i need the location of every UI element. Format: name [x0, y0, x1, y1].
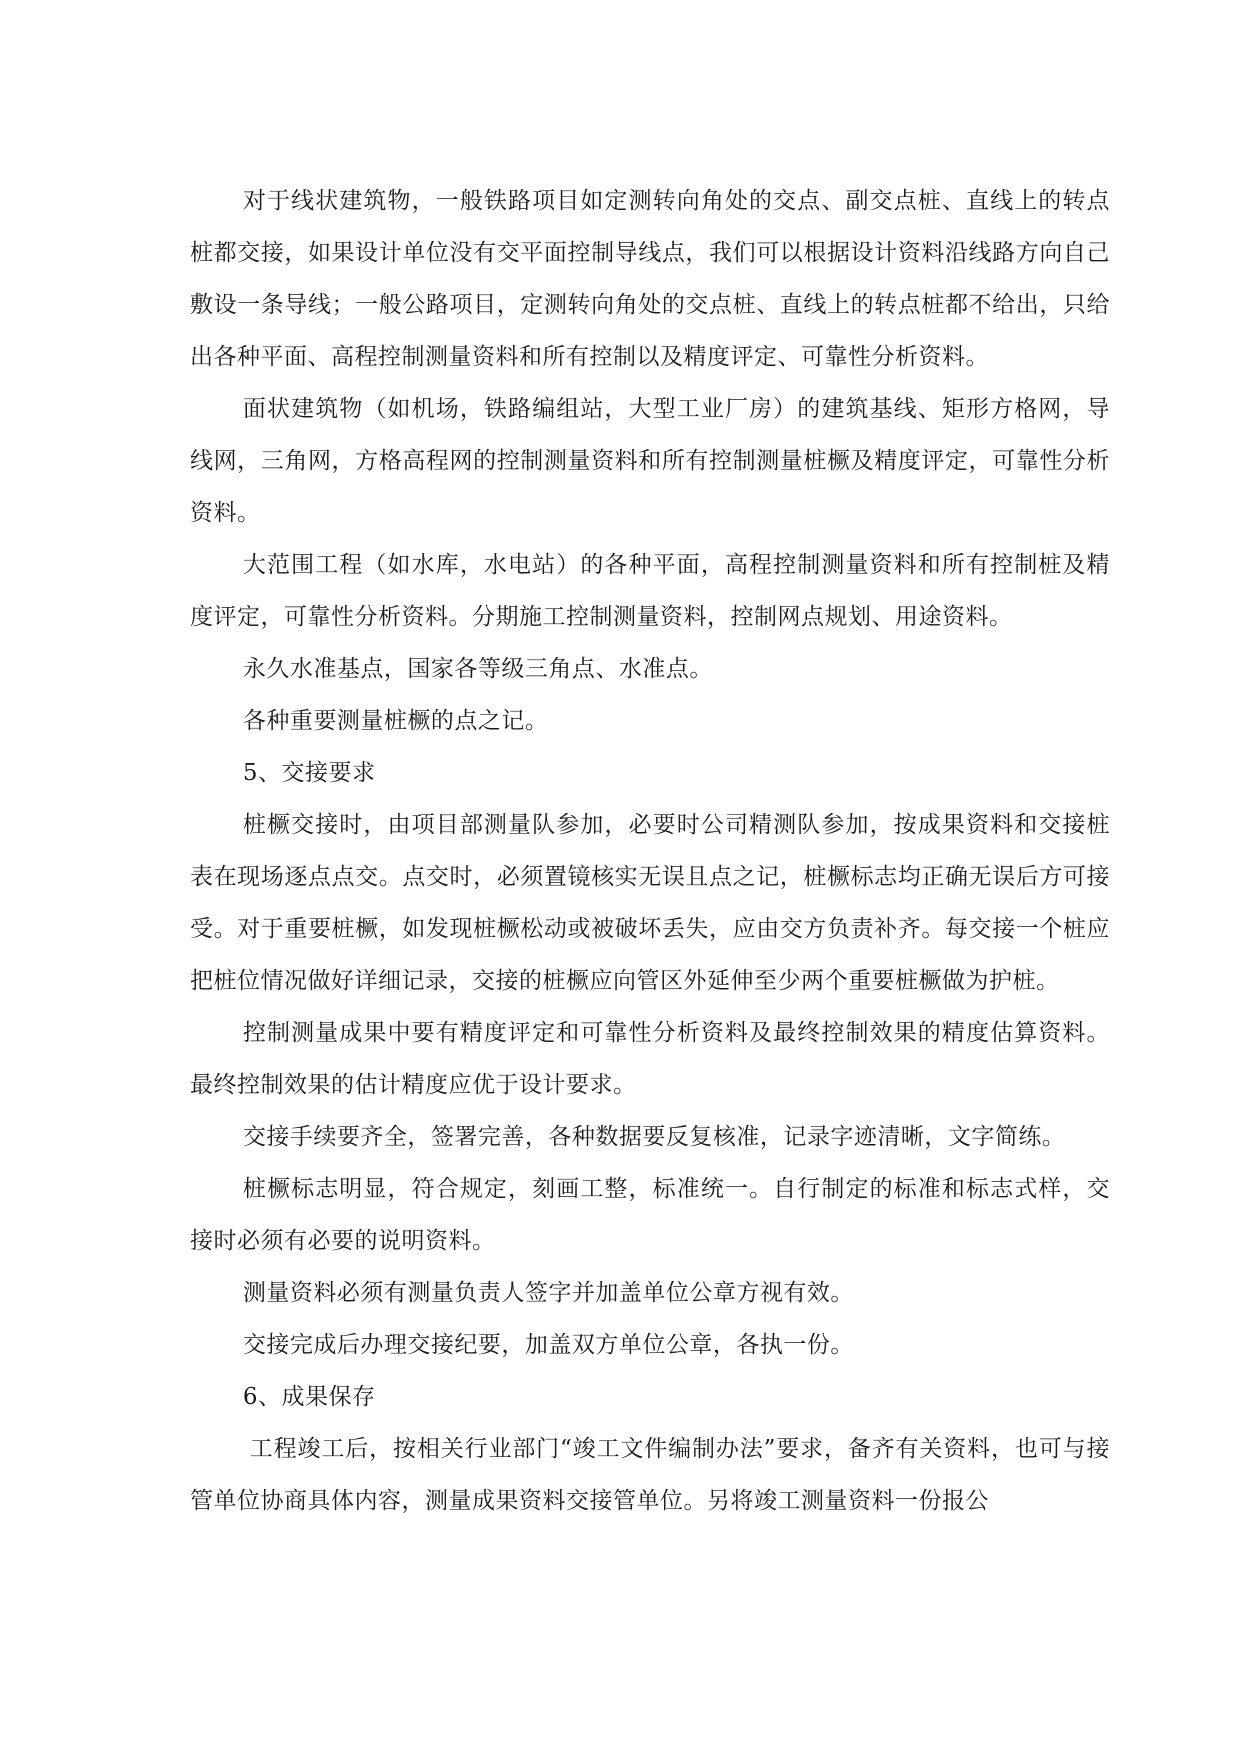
- paragraph-point-records: 各种重要测量桩橛的点之记。: [242, 708, 549, 734]
- paragraph-handover-procedures: 交接手续要齐全，签署完善，各种数据要反复核准，记录字迹清晰，文字简练。: [242, 1124, 1066, 1150]
- paragraph-stake-markings: 桩橛标志明显，符合规定，刻画工整，标准统一。自行制定的标准和标志式样，交接时必须有必要的说明资料。: [190, 1176, 1110, 1254]
- document-body: [190, 175, 1110, 1527]
- section-heading-handover-requirements: 5、交接要求: [242, 760, 376, 786]
- paragraph-area-structures: 面状建筑物（如机场，铁路编组站，大型工业厂房）的建筑基线、矩形方格网，导线网，三角网，方格高程网的控制测量资料和所有控制测量桩橛及精度评定，可靠性分析资料。: [190, 396, 1110, 526]
- paragraph-signature-validity: 测量资料必须有测量负责人签字并加盖单位公章方视有效。: [242, 1280, 854, 1306]
- paragraph-linear-structures: 对于线状建筑物，一般铁路项目如定测转向角处的交点、副交点桩、直线上的转点桩都交接，如果设计单位没有交平面控制导线点，我们可以根据设计资料沿线路方向自己敷设一条导线；一般公路项目，定测转向角处的交点桩、直线上的转点桩都不给出，只给出各种平面、高程控制测量资料和所有控制以及精度评定、可靠性分析资料。: [190, 188, 1110, 370]
- paragraph-completion-archive: 工程竣工后，按相关行业部门“竣工文件编制办法”要求，备齐有关资料，也可与接管单位协商具体内容，测量成果资料交接管单位。另将竣工测量资料一份报公: [190, 1436, 1110, 1514]
- paragraph-control-survey-results: 控制测量成果中要有精度评定和可靠性分析资料及最终控制效果的精度估算资料。最终控制效果的估计精度应优于设计要求。: [190, 1020, 1110, 1098]
- paragraph-large-projects: 大范围工程（如水库，水电站）的各种平面，高程控制测量资料和所有控制桩及精度评定，可靠性分析资料。分期施工控制测量资料，控制网点规划、用途资料。: [190, 552, 1110, 630]
- paragraph-stake-handover: 桩橛交接时，由项目部测量队参加，必要时公司精测队参加，按成果资料和交接桩表在现场逐点点交。点交时，必须置镜核实无误且点之记，桩橛标志均正确无误后方可接受。对于重要桩橛，如发现桩橛松动或被破坏丢失，应由交方负责补齐。每交接一个桩应把桩位情况做好详细记录，交接的桩橛应向管区外延伸至少两个重要桩橛做为护桩。: [190, 812, 1110, 994]
- paragraph-handover-minutes: 交接完成后办理交接纪要，加盖双方单位公章，各执一份。: [242, 1332, 854, 1358]
- section-heading-results-storage: 6、成果保存: [242, 1384, 376, 1410]
- paragraph-benchmarks: 永久水准基点，国家各等级三角点、水准点。: [242, 656, 713, 682]
